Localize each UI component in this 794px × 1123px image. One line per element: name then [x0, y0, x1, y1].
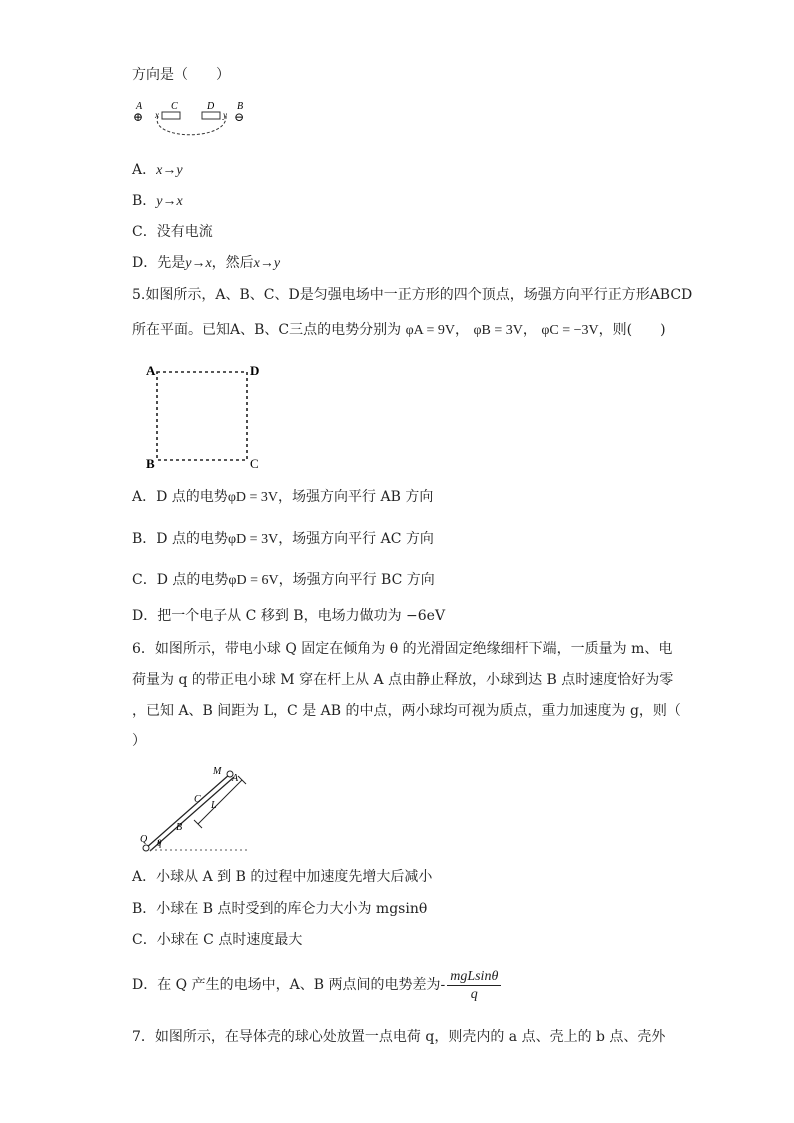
q4-plate-C: [162, 112, 180, 119]
q5-label-C: C: [250, 456, 259, 471]
q6-label-B: B: [176, 822, 183, 833]
q6-stem-line3: ，已知 A、B 间距为 L，C 是 AB 的中点，两小球均可视为质点，重力加速度为 g，则（: [132, 703, 681, 719]
q4-option-b: B．y→x: [132, 193, 183, 209]
q4-label-y: y: [223, 110, 227, 120]
q6-fraction: $\frac{\text{mgLsinθ}}{q}$: [447, 968, 501, 1003]
q4-label-C: C: [171, 101, 178, 112]
q5-stem-line1: 5.如图所示，A、B、C、D是匀强电场中一正方形的四个顶点，场强方向平行正方形ABCD: [132, 287, 693, 303]
q6-rod-line2: [150, 777, 234, 851]
q4-stem-tail: 方向是（ ）: [132, 67, 230, 83]
q6-label-M: M: [213, 766, 222, 777]
q4-circuit-figure: [128, 98, 258, 146]
q6-label-Q: Q: [140, 834, 148, 845]
q6-option-d: D．在 Q 产生的电场中，A、B 两点间的电势差为- $\frac{\text{mgLsinθ}}{q}$: [132, 966, 501, 1004]
q6-ball-Q: [143, 845, 149, 851]
q5-phi-c: φC = −3V: [541, 323, 599, 338]
q6-rod-line1: [146, 774, 230, 848]
q6-incline-figure: [138, 760, 278, 860]
q5-label-D: D: [250, 363, 260, 378]
q6-option-a: A．小球从 A 到 B 的过程中加速度先增大后减小: [132, 869, 433, 885]
q4-option-c: C．没有电流: [132, 224, 213, 240]
q7-stem-line1: 7．如图所示，在导体壳的球心处放置一点电荷 q，则壳内的 a 点、壳上的 b 点、壳外: [132, 1029, 666, 1045]
q6-option-b: B．小球在 B 点时受到的库仑力大小为 mgsinθ: [132, 901, 428, 917]
q5-option-a: A．D 点的电势φD = 3V，场强方向平行 AB 方向: [132, 489, 434, 505]
q4-option-a: A．x→y: [132, 162, 183, 178]
q6-stem-line4: ）: [132, 733, 146, 749]
q4-label-x: x: [155, 110, 159, 120]
q4-label-D: D: [207, 101, 215, 112]
q4-label-A: A: [136, 101, 143, 112]
q4-plate-D: [202, 112, 220, 119]
q5-stem-line2: 所在平面。已知A、B、C三点的电势分别为 φA = 9V， φB = 3V， φC = −3V，则( ): [132, 322, 666, 338]
q4-minus-terminal: ⊖: [234, 110, 245, 124]
q5-phi-a: φA = 9V: [405, 323, 455, 338]
q6-stem-line2: 荷量为 q 的带正电小球 M 穿在杆上从 A 点由静止释放，小球到达 B 点时速度恰好为零: [132, 672, 674, 688]
q6-label-A: A: [232, 773, 239, 784]
q6-stem-line1: 6．如图所示，带电小球 Q 固定在倾角为 θ 的光滑固定绝缘细杆下端，一质量为 m、电: [132, 641, 673, 657]
q4-option-d: D．先是y→x，然后x→y: [132, 255, 281, 271]
q5-option-d: D．把一个电子从 C 移到 B，电场力做功为 −6eV: [132, 608, 446, 624]
q5-option-c: C．D 点的电势φD = 6V，场强方向平行 BC 方向: [132, 572, 435, 588]
q5-square-figure: [143, 360, 273, 475]
q4-label-B: B: [237, 101, 244, 112]
q5-dashed-square: [157, 372, 247, 460]
q5-phi-b: φB = 3V: [473, 323, 523, 338]
q5-label-A: A: [146, 363, 156, 378]
q6-length-marker: [198, 780, 242, 824]
q5-option-b: B．D 点的电势φD = 3V，场强方向平行 AC 方向: [132, 531, 434, 547]
q6-label-L: L: [211, 800, 217, 811]
q5-label-B: B: [146, 456, 155, 471]
q4-plus-terminal: ⊕: [133, 110, 144, 124]
q6-label-C: C: [194, 794, 201, 805]
q6-label-theta: θ: [157, 838, 162, 848]
q6-option-c: C．小球在 C 点时速度最大: [132, 932, 303, 948]
